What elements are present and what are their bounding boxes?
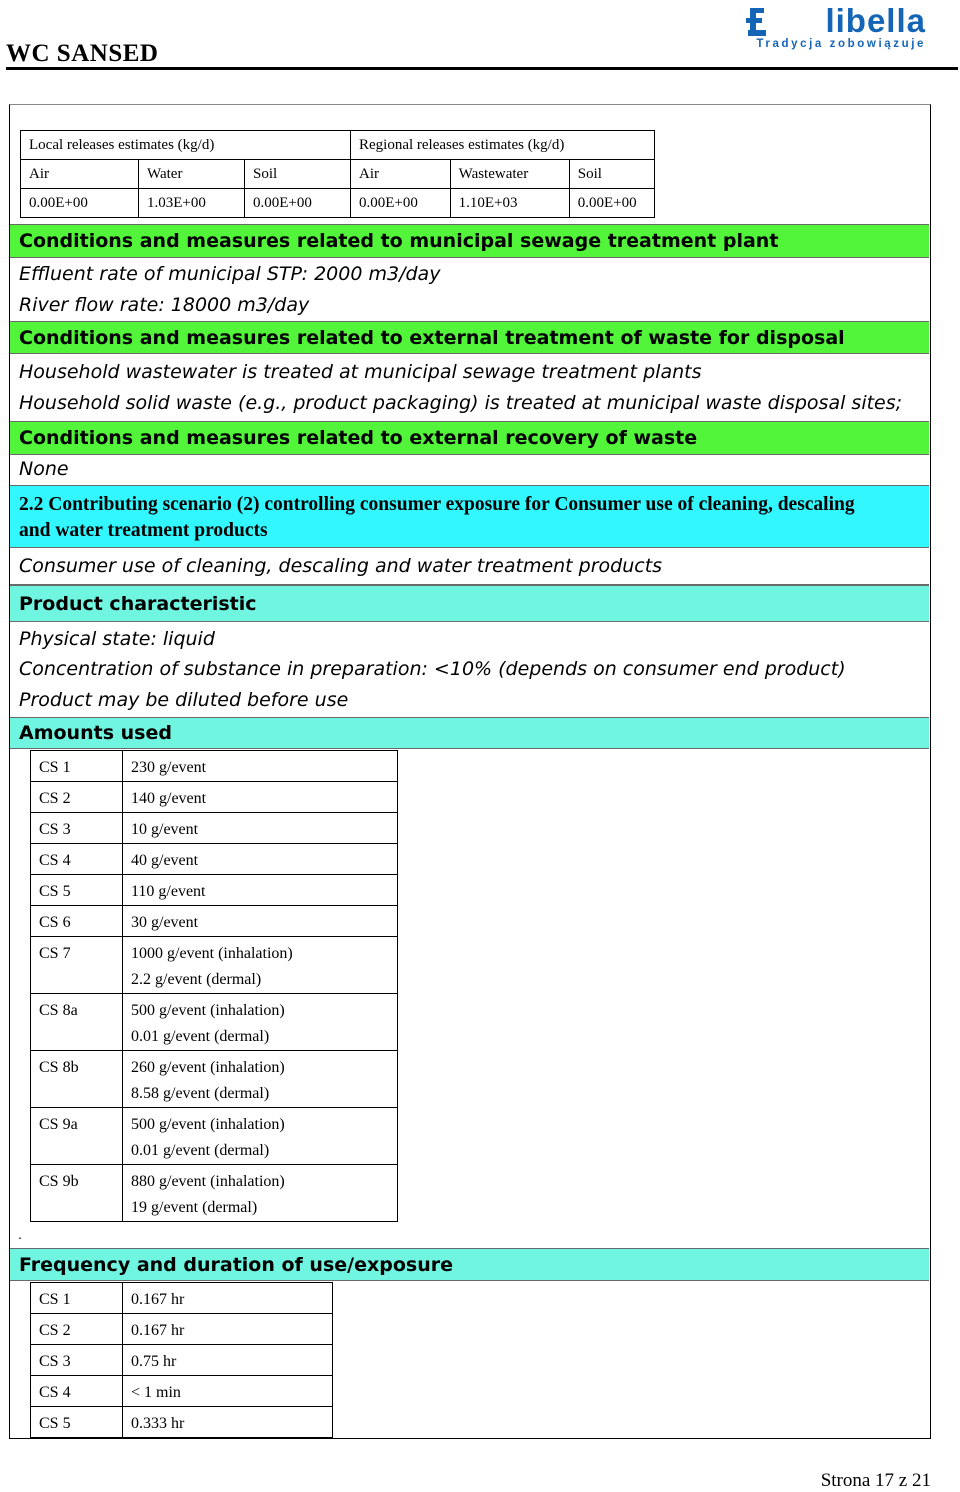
amount-line: 1000 g/event (inhalation) [131, 945, 293, 962]
column-header: Soil [245, 160, 351, 189]
amount-value [123, 1165, 398, 1222]
release-value: 0.00E+00 [351, 189, 451, 218]
release-value: 1.03E+00 [139, 189, 245, 218]
stp-line: River flow rate: 18000 m3/day [19, 294, 310, 316]
table-row [31, 1051, 398, 1108]
duration-value: < 1 min [123, 1376, 333, 1407]
duration-value: 0.75 hr [123, 1345, 333, 1376]
amount-line: 0.01 g/event (dermal) [131, 1142, 270, 1159]
amount-line: 880 g/event (inhalation) [131, 1173, 285, 1190]
cs-label: CS 9a [31, 1108, 123, 1165]
table-row [31, 782, 398, 813]
amounts-used-heading: Amounts used [10, 717, 929, 749]
table-row [31, 875, 398, 906]
amount-value: 110 g/event [123, 875, 398, 906]
table-row [31, 994, 398, 1051]
release-value: 0.00E+00 [569, 189, 654, 218]
table-row [31, 1345, 333, 1376]
cs-label: CS 5 [31, 1407, 123, 1438]
table-row [31, 1376, 333, 1407]
duration-value: 0.167 hr [123, 1314, 333, 1345]
amount-line: 8.58 g/event (dermal) [131, 1085, 270, 1102]
amount-line: 260 g/event (inhalation) [131, 1059, 285, 1076]
amount-value: 40 g/event [123, 844, 398, 875]
waste-recovery-line: None [19, 458, 69, 480]
scenario-heading [10, 485, 929, 548]
waste-recovery-heading: Conditions and measures related to external recovery of waste [10, 421, 929, 455]
stp-line: Effluent rate of municipal STP: 2000 m3/day [19, 263, 441, 285]
cs-label: CS 1 [31, 1283, 123, 1314]
logo-tagline: Tradycja zobowiązuje [756, 38, 926, 50]
cs-label: CS 7 [31, 937, 123, 994]
cs-label: CS 8a [31, 994, 123, 1051]
scenario-description: Consumer use of cleaning, descaling and water treatment products [19, 555, 663, 577]
libella-logo [746, 4, 926, 50]
amount-value: 230 g/event [123, 751, 398, 782]
amount-value: 140 g/event [123, 782, 398, 813]
document-title: WC SANSED [6, 40, 159, 67]
product-line: Physical state: liquid [19, 628, 215, 650]
cs-label: CS 8b [31, 1051, 123, 1108]
cs-label: CS 6 [31, 906, 123, 937]
cs-label: CS 4 [31, 844, 123, 875]
table-row [31, 937, 398, 994]
local-releases-header: Local releases estimates (kg/d) [21, 131, 351, 160]
amount-line: 0.01 g/event (dermal) [131, 1028, 270, 1045]
column-header: Wastewater [450, 160, 569, 189]
amount-line: 500 g/event (inhalation) [131, 1116, 285, 1133]
column-header: Water [139, 160, 245, 189]
amount-line: 500 g/event (inhalation) [131, 1002, 285, 1019]
releases-table [20, 130, 655, 218]
cs-label: CS 2 [31, 1314, 123, 1345]
amounts-table [30, 750, 398, 1222]
table-row [31, 906, 398, 937]
cs-label: CS 5 [31, 875, 123, 906]
table-row [31, 1165, 398, 1222]
cs-label: CS 3 [31, 813, 123, 844]
release-value: 1.10E+03 [450, 189, 569, 218]
waste-disposal-line: Household solid waste (e.g., product packaging) is treated at municipal waste disposal sites; [19, 392, 903, 414]
cs-label: CS 2 [31, 782, 123, 813]
cs-label: CS 9b [31, 1165, 123, 1222]
column-header: Air [351, 160, 451, 189]
waste-disposal-heading: Conditions and measures related to external treatment of waste for disposal [10, 321, 929, 354]
scenario-heading-line: and water treatment products [19, 520, 268, 541]
waste-disposal-line: Household wastewater is treated at municipal sewage treatment plants [19, 361, 702, 383]
column-header: Air [21, 160, 139, 189]
stp-heading: Conditions and measures related to municipal sewage treatment plant [10, 224, 929, 258]
amount-value [123, 994, 398, 1051]
table-row [31, 1283, 333, 1314]
product-line: Product may be diluted before use [19, 689, 349, 711]
cs-label: CS 3 [31, 1345, 123, 1376]
release-value: 0.00E+00 [21, 189, 139, 218]
frequency-table [30, 1282, 333, 1438]
logo-wordmark: libella [825, 2, 926, 39]
page-number: Strona 17 z 21 [820, 1470, 931, 1491]
frequency-heading: Frequency and duration of use/exposure [10, 1248, 929, 1281]
libella-logo-mark-icon [744, 6, 768, 40]
duration-value: 0.333 hr [123, 1407, 333, 1438]
amount-value [123, 1051, 398, 1108]
table-row [31, 1314, 333, 1345]
table-row [31, 813, 398, 844]
amount-value: 10 g/event [123, 813, 398, 844]
amount-value [123, 937, 398, 994]
column-header: Soil [569, 160, 654, 189]
amount-line: 2.2 g/event (dermal) [131, 971, 262, 988]
duration-value: 0.167 hr [123, 1283, 333, 1314]
amount-value [123, 1108, 398, 1165]
regional-releases-header: Regional releases estimates (kg/d) [351, 131, 655, 160]
cs-label: CS 4 [31, 1376, 123, 1407]
scenario-heading-line: 2.2 Contributing scenario (2) controlling consumer exposure for Consumer use of cleaning, descaling [19, 494, 855, 515]
cs-label: CS 1 [31, 751, 123, 782]
product-line: Concentration of substance in preparation: <10% (depends on consumer end product) [19, 658, 846, 680]
amount-value: 30 g/event [123, 906, 398, 937]
product-characteristic-heading: Product characteristic [10, 585, 929, 622]
table-row [31, 1407, 333, 1438]
header-rule [6, 67, 958, 70]
table-row [31, 844, 398, 875]
release-value: 0.00E+00 [245, 189, 351, 218]
table-row [31, 1108, 398, 1165]
table-row [31, 751, 398, 782]
stray-mark: . [18, 1226, 22, 1242]
amount-line: 19 g/event (dermal) [131, 1199, 258, 1216]
